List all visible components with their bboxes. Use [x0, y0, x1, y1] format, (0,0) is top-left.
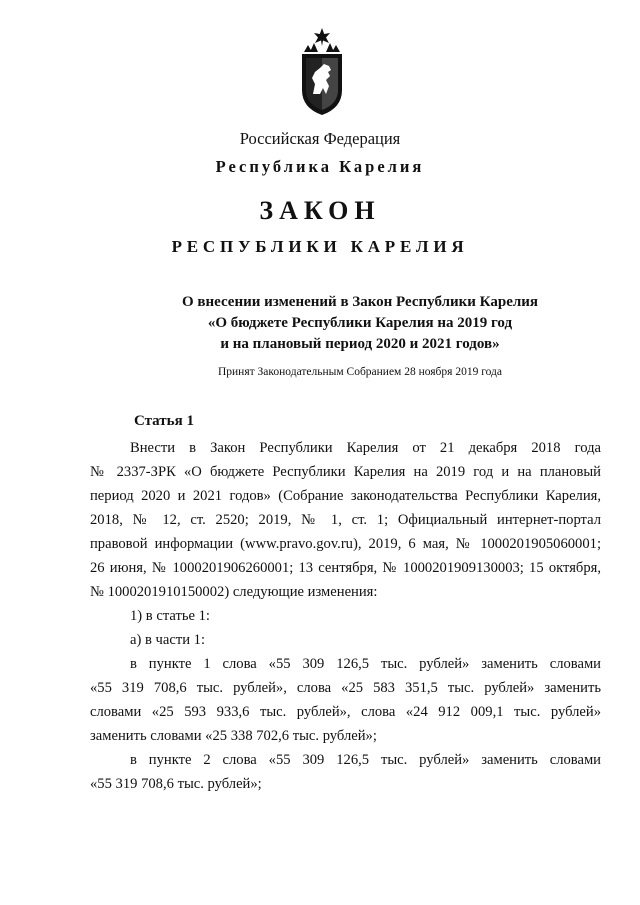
body-line: «55 319 708,6 тыс. рублей»;: [90, 776, 262, 792]
body-line: в пункте 2 слова «55 309 126,5 тыс. рублей» заменить словами: [130, 752, 601, 768]
body-line: в пункте 1 слова «55 309 126,5 тыс. рублей» заменить словами: [130, 656, 601, 672]
coat-of-arms-emblem: [296, 28, 348, 116]
document-type: ЗАКОН: [259, 196, 381, 225]
article-heading: Статья 1: [134, 413, 194, 429]
document-issuer: РЕСПУБЛИКИ КАРЕЛИЯ: [171, 237, 469, 256]
emblem-star: [314, 28, 330, 46]
body-line: 2018, № 12, ст. 2520; 2019, № 1, ст. 1; Официальный интернет-портал: [90, 512, 601, 528]
body-line: 1) в статье 1:: [130, 608, 210, 624]
body-line: 26 июня, № 1000201906260001; 13 сентября, № 1000201909130003; 15 октября,: [90, 560, 601, 576]
country-name: Российская Федерация: [239, 129, 401, 148]
body-line: словами «25 593 933,6 тыс. рублей», слова «24 912 009,1 тыс. рублей»: [90, 704, 601, 720]
body-line: а) в части 1:: [130, 632, 206, 648]
law-title-line: и на плановый период 2020 и 2021 годов»: [220, 336, 500, 352]
body-line: Внести в Закон Республики Карелия от 21 декабря 2018 года: [130, 440, 601, 456]
body-line: заменить словами «25 338 702,6 тыс. рублей»;: [90, 728, 377, 744]
body-line: № 2337-ЗРК «О бюджете Республики Карелия на 2019 год и на плановый: [90, 464, 601, 480]
republic-name: Республика Карелия: [215, 157, 425, 176]
body-line: правовой информации (www.pravo.gov.ru), 2019, 6 мая, № 1000201905060001;: [90, 536, 601, 552]
adoption-note: Принят Законодательным Собранием 28 ноября 2019 года: [217, 366, 503, 378]
body-line: период 2020 и 2021 годов» (Собрание законодательства Республики Карелия,: [90, 488, 601, 504]
law-title: [150, 292, 570, 355]
body-line: № 1000201910150002) следующие изменения:: [90, 584, 378, 600]
body-line: «55 319 708,6 тыс. рублей», слова «25 583 351,5 тыс. рублей» заменить: [90, 680, 601, 696]
article-body: [90, 436, 601, 796]
law-title-line: «О бюджете Республики Карелия на 2019 год: [207, 315, 513, 331]
law-title-line: О внесении изменений в Закон Республики Карелия: [181, 294, 539, 310]
